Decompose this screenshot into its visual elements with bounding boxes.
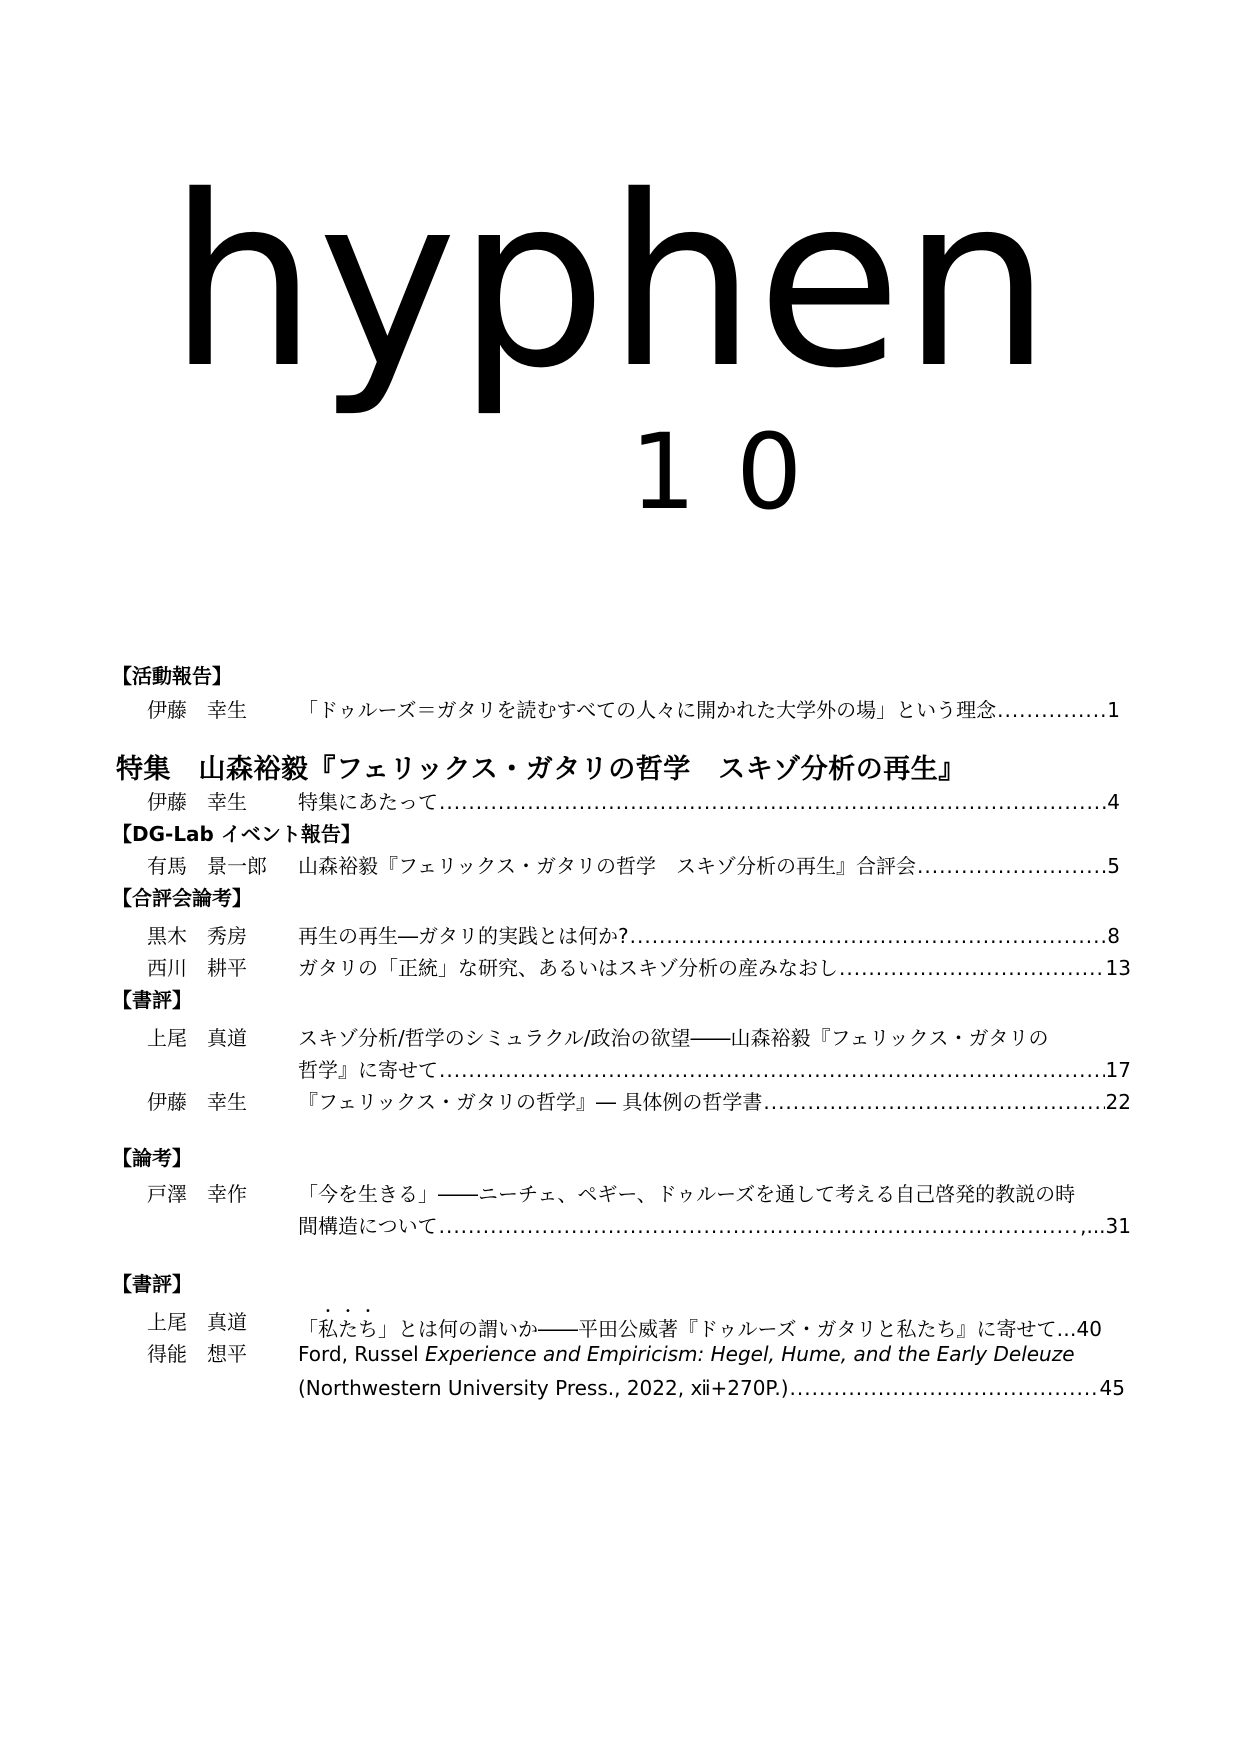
section-heading-essay: 【論考】 xyxy=(112,1146,192,1170)
page-number: 8 xyxy=(1107,924,1120,948)
issue-number: 10 xyxy=(630,411,843,533)
entry-ueo-1-line2 xyxy=(298,1054,1131,1086)
leader-dots xyxy=(763,1086,1104,1118)
author-ito-1: 伊藤 幸生 xyxy=(147,698,247,722)
author-ueo-1: 上尾 真道 xyxy=(147,1026,247,1050)
leader-dots xyxy=(997,694,1106,726)
emphasized-word: 私たち xyxy=(318,1317,378,1341)
page-number: 13 xyxy=(1105,956,1131,980)
author-ueo-2: 上尾 真道 xyxy=(147,1310,247,1334)
entry-tokuno-line2 xyxy=(298,1372,1125,1404)
journal-title: hyphen xyxy=(168,145,1052,420)
entry-tozawa-line1: 「今を生きる」――ニーチェ、ペギー、ドゥルーズを通して考える自己啓発的教説の時 xyxy=(298,1182,1076,1206)
entry-title: 特集にあたって xyxy=(298,790,438,814)
entry-dglab xyxy=(298,850,1120,882)
entry-title: ガタリの「正統」な研究、あるいはスキゾ分析の産みなおし xyxy=(298,956,838,980)
section-heading-review-2: 【書評】 xyxy=(112,1272,192,1296)
author-kuroki: 黒木 秀房 xyxy=(147,924,247,948)
leader-dots xyxy=(439,1054,1105,1086)
section-heading-gohyo: 【合評会論考】 xyxy=(112,886,252,910)
leader-dots xyxy=(839,952,1105,984)
entry-kuroki xyxy=(298,920,1120,952)
entry-feature-intro xyxy=(298,786,1120,818)
author-ito-2: 伊藤 幸生 xyxy=(147,790,247,814)
entry-ito-review xyxy=(298,1086,1131,1118)
entry-title: 間構造について xyxy=(298,1214,438,1238)
section-heading-activity: 【活動報告】 xyxy=(112,664,232,688)
section-heading-dglab: 【DG-Lab イベント報告】 xyxy=(112,822,361,846)
entry-title: 哲学』に寄せて xyxy=(298,1058,438,1082)
entry-title: 『フェリックス・ガタリの哲学』― 具体例の哲学書 xyxy=(298,1090,763,1114)
author-tozawa: 戸澤 幸作 xyxy=(147,1182,247,1206)
entry-title: 「ドゥルーズ＝ガタリを読むすべての人々に開かれた大学外の場」という理念 xyxy=(298,698,997,722)
author-ito-3: 伊藤 幸生 xyxy=(147,1090,247,1114)
entry-nishikawa xyxy=(298,952,1131,984)
page-number: 22 xyxy=(1105,1090,1131,1114)
quote-open: 「 xyxy=(298,1317,318,1341)
page-number: 45 xyxy=(1099,1376,1125,1400)
book-author: Ford, Russel xyxy=(298,1342,426,1366)
author-tokuno: 得能 想平 xyxy=(147,1342,247,1366)
entry-title: (Northwestern University Press., 2022, ⅻ+270P.) xyxy=(298,1376,789,1400)
entry-title: 再生の再生―ガタリ的実践とは何か? xyxy=(298,924,629,948)
leader-dots xyxy=(917,850,1106,882)
page-number: 17 xyxy=(1105,1058,1131,1082)
section-heading-review-1: 【書評】 xyxy=(112,988,192,1012)
entry-ueo-1-line1: スキゾ分析/哲学のシミュラクル/政治の欲望――山森裕毅『フェリックス・ガタリの xyxy=(298,1026,1049,1050)
entry-tokuno-line1 xyxy=(298,1338,1075,1370)
page-number: 5 xyxy=(1107,854,1120,878)
author-arima: 有馬 景一郎 xyxy=(147,854,267,878)
book-title: Experience and Empiricism: Hegel, Hume, and the Early Deleuze xyxy=(425,1342,1075,1366)
entry-activity xyxy=(298,694,1120,726)
entry-tozawa-line2 xyxy=(298,1210,1131,1242)
leader-dots xyxy=(439,786,1106,818)
entry-title-rest: 」とは何の謂いか――平田公威著『ドゥルーズ・ガタリと私たち』に寄せて…40 xyxy=(378,1317,1102,1341)
leader-dots xyxy=(790,1372,1099,1404)
author-nishikawa: 西川 耕平 xyxy=(147,956,247,980)
feature-heading: 特集 山森裕毅『フェリックス・ガタリの哲学 スキゾ分析の再生』 xyxy=(116,754,966,785)
leader-dots xyxy=(630,920,1107,952)
entry-title: 山森裕毅『フェリックス・ガタリの哲学 スキゾ分析の再生』合評会 xyxy=(298,854,916,878)
leader-dots xyxy=(439,1210,1080,1242)
page-number: 1 xyxy=(1107,698,1120,722)
page-number: ,...31 xyxy=(1080,1214,1131,1238)
page-number: 4 xyxy=(1107,790,1120,814)
